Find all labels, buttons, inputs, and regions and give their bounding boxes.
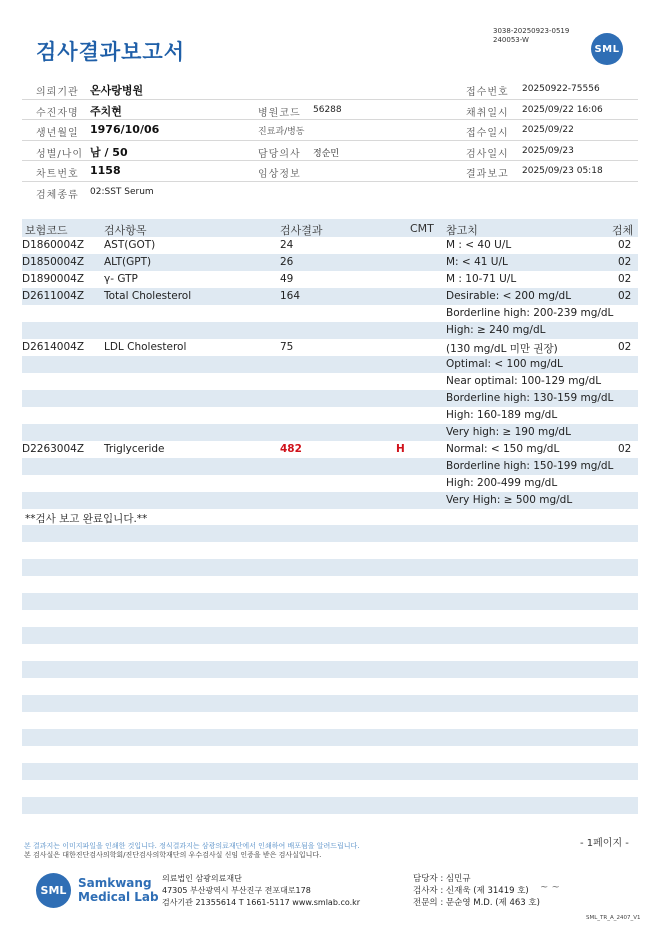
- cell-item: LDL Cholesterol: [104, 341, 187, 353]
- empty-band: [22, 627, 638, 644]
- info-row: [22, 100, 638, 121]
- table-row: [22, 339, 638, 356]
- cell-specimen: 02: [618, 290, 632, 302]
- table-row: [22, 475, 638, 492]
- empty-band: [22, 763, 638, 780]
- info-row: [22, 79, 638, 100]
- cell-ref: Borderline high: 150-199 mg/dL: [446, 460, 614, 472]
- cell-code: D1850004Z: [22, 256, 85, 268]
- staff-line3: 전문의 : 문순영 M.D. (제 463 호): [413, 898, 540, 908]
- table-row: [22, 271, 638, 288]
- receipt-no-value: 20250922-75556: [522, 84, 600, 94]
- table-row: [22, 424, 638, 441]
- info-row: [22, 161, 638, 182]
- table-row: [22, 373, 638, 390]
- form-code: SML_TR_A_2407_V1: [586, 915, 641, 921]
- cell-item: AST(GOT): [104, 239, 156, 251]
- table-row: [22, 356, 638, 373]
- document-id-line1: 3038-20250923-0519: [493, 27, 570, 35]
- dept-label: 진료과/병동: [258, 127, 305, 137]
- staff-line2: 검사자 : 신재욱 (제 31419 호): [413, 886, 529, 896]
- collect-value: 2025/09/22 16:06: [522, 104, 603, 115]
- cell-flag: H: [396, 443, 405, 455]
- name-label: 수진자명: [36, 107, 79, 119]
- table-row: [22, 390, 638, 407]
- document-id: [493, 27, 569, 45]
- report-date-value: 2025/09/23 05:18: [522, 166, 603, 176]
- report-title: 검사결과보고서: [36, 40, 186, 64]
- sample-label: 검체종류: [36, 189, 79, 201]
- dob-value: 1976/10/06: [90, 123, 160, 136]
- test-date-value: 2025/09/23: [522, 145, 574, 156]
- cell-item: Triglyceride: [104, 443, 165, 455]
- chart-value: 1158: [90, 164, 121, 177]
- receipt-no-label: 접수번호: [466, 87, 509, 98]
- cell-specimen: 02: [618, 443, 632, 455]
- results-header: [22, 219, 638, 237]
- test-date-label: 검사일시: [466, 148, 509, 160]
- cell-code: D2263004Z: [22, 443, 85, 455]
- header-item: 검사항목: [104, 224, 147, 237]
- table-row: [22, 458, 638, 475]
- sml-logo-icon: SML: [591, 33, 623, 65]
- receipt-date-label: 접수일시: [466, 128, 509, 139]
- cell-ref: M : < 40 U/L: [446, 239, 512, 251]
- table-row: [22, 441, 638, 458]
- cell-result: 75: [280, 341, 294, 353]
- completion-row: [22, 509, 638, 526]
- cell-result: 164: [280, 290, 301, 302]
- hospital-label: 의뢰기관: [36, 87, 79, 98]
- doctor-value: 정순민: [313, 148, 340, 159]
- cell-ref: Borderline high: 200-239 mg/dL: [446, 307, 614, 319]
- cell-ref: High: 160-189 mg/dL: [446, 409, 558, 421]
- cell-ref: Desirable: < 200 mg/dL: [446, 290, 572, 302]
- cell-ref: Optimal: < 100 mg/dL: [446, 358, 563, 370]
- info-row: [22, 120, 638, 141]
- sample-value: 02:SST Serum: [90, 186, 154, 197]
- header-cmt: CMT: [410, 222, 434, 235]
- cell-ref: Very high: ≥ 190 mg/dL: [446, 426, 571, 438]
- cell-specimen: 02: [618, 256, 632, 268]
- hospital-code-label: 병원코드: [258, 107, 301, 119]
- table-row: [22, 322, 638, 339]
- empty-band: [22, 593, 638, 610]
- chart-label: 차트번호: [36, 169, 79, 180]
- header-result: 검사결과: [280, 224, 323, 237]
- info-row: [22, 141, 638, 162]
- cell-ref: (130 mg/dL 미만 권장): [446, 343, 558, 355]
- table-row: [22, 492, 638, 509]
- org-info: [162, 873, 360, 909]
- cell-item: Total Cholesterol: [104, 290, 192, 302]
- cell-code: D1890004Z: [22, 273, 85, 285]
- cell-code: D2611004Z: [22, 290, 85, 302]
- brand-name: [78, 876, 159, 904]
- collect-label: 채취일시: [466, 107, 509, 119]
- completion-text: **검사 보고 완료입니다.**: [25, 513, 148, 525]
- header-specimen: 검체: [612, 224, 634, 237]
- image-notice: 본 결과지는 이미지파일을 인쇄한 것입니다. 정식결과지는 삼광의료재단에서 인쇄하여 배포됨을 알려드립니다.: [24, 842, 360, 850]
- cell-ref: Near optimal: 100-129 mg/dL: [446, 375, 602, 387]
- accreditation-notice: 본 검사실은 대한진단검사의학회/진단검사의학재단의 우수검사실 신임 인증을 받은 검사실입니다.: [24, 851, 322, 859]
- cell-specimen: 02: [618, 239, 632, 251]
- cell-result: 26: [280, 256, 294, 268]
- cell-ref: M: < 41 U/L: [446, 256, 508, 268]
- sex-age-value: 남 / 50: [90, 145, 128, 159]
- report-date-label: 결과보고: [466, 169, 509, 180]
- brand-line2: Medical Lab: [78, 890, 159, 904]
- cell-ref: Borderline high: 130-159 mg/dL: [446, 392, 614, 404]
- results-body: [22, 237, 638, 509]
- info-row: [22, 182, 638, 203]
- org-line1: 의료법인 삼광의료재단: [162, 874, 242, 883]
- receipt-date-value: 2025/09/22: [522, 125, 574, 135]
- cell-result: 482: [280, 443, 302, 455]
- doctor-label: 담당의사: [258, 148, 301, 160]
- table-row: [22, 254, 638, 271]
- empty-band: [22, 661, 638, 678]
- sml-footer-logo-icon: SML: [36, 873, 71, 908]
- page-number: - 1페이지 -: [580, 838, 629, 849]
- signature-icon: ~ ~: [540, 882, 560, 893]
- cell-item: ALT(GPT): [104, 256, 152, 268]
- name-value: 주치현: [90, 104, 122, 118]
- empty-band: [22, 797, 638, 814]
- dob-label: 생년월일: [36, 128, 79, 139]
- header-ref: 참고치: [446, 224, 478, 237]
- staff-info: [413, 873, 540, 909]
- sex-age-label: 성별/나이: [36, 148, 84, 160]
- hospital-code-value: 56288: [313, 104, 342, 115]
- cell-result: 24: [280, 239, 294, 251]
- empty-band: [22, 525, 638, 542]
- table-row: [22, 237, 638, 254]
- brand-line1: Samkwang: [78, 876, 152, 890]
- cell-code: D2614004Z: [22, 341, 85, 353]
- empty-band: [22, 729, 638, 746]
- patient-info-block: [22, 79, 638, 202]
- header-code: 보험코드: [25, 224, 68, 237]
- org-line3: 검사기관 21355614 T 1661-5117 www.smlab.co.kr: [162, 898, 361, 907]
- cell-ref: High: ≥ 240 mg/dL: [446, 324, 546, 336]
- cell-specimen: 02: [618, 273, 632, 285]
- table-row: [22, 305, 638, 322]
- cell-code: D1860004Z: [22, 239, 85, 251]
- results-table: [22, 219, 638, 526]
- cell-item: γ- GTP: [104, 273, 138, 285]
- org-line2: 47305 부산광역시 부산진구 전포대로178: [162, 886, 311, 895]
- table-row: [22, 288, 638, 305]
- staff-line1: 담당자 : 심민규: [413, 874, 471, 884]
- cell-ref: Normal: < 150 mg/dL: [446, 443, 560, 455]
- table-row: [22, 407, 638, 424]
- hospital-value: 온사랑병원: [90, 84, 144, 97]
- clinical-label: 임상정보: [258, 169, 301, 180]
- cell-specimen: 02: [618, 341, 632, 353]
- empty-band: [22, 559, 638, 576]
- cell-result: 49: [280, 273, 294, 285]
- empty-band: [22, 695, 638, 712]
- cell-ref: High: 200-499 mg/dL: [446, 477, 558, 489]
- document-id-line2: 240053-W: [493, 36, 529, 44]
- cell-ref: M : 10-71 U/L: [446, 273, 517, 285]
- cell-ref: Very High: ≥ 500 mg/dL: [446, 494, 573, 506]
